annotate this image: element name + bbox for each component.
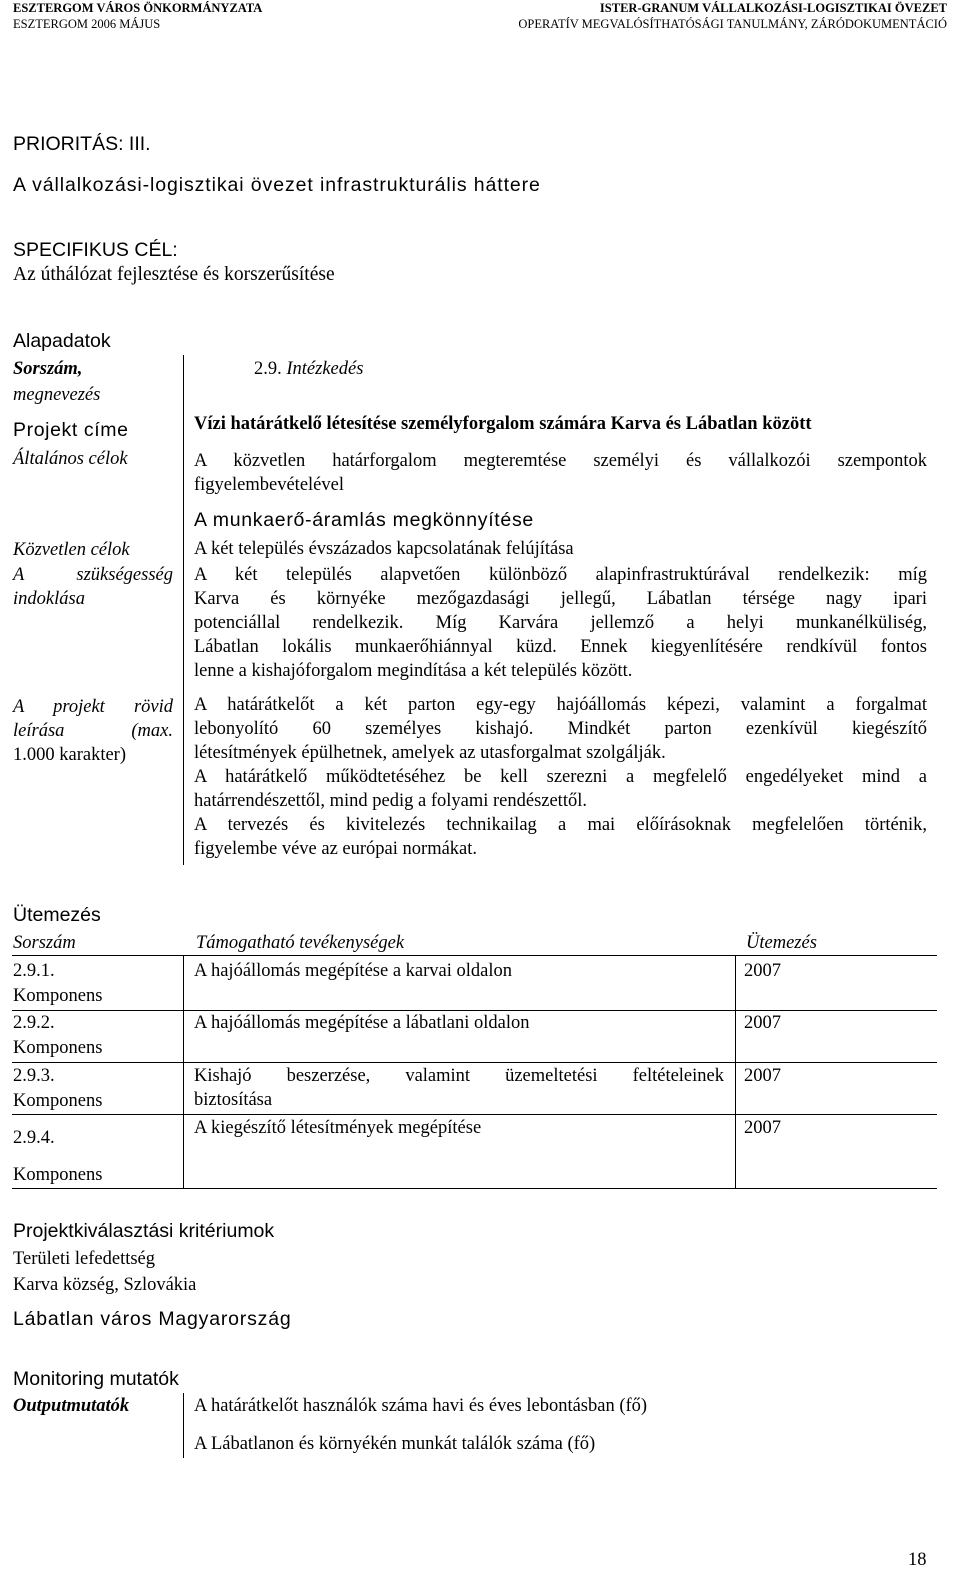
- schedule-row-year: 2007: [744, 1118, 781, 1138]
- schedule-row-num: 2.9.3.: [13, 1066, 55, 1086]
- basics-section-title: Alapadatok: [13, 330, 111, 352]
- label-rovid-line1: A projekt rövid: [13, 697, 173, 717]
- schedule-row-num: 2.9.4.: [13, 1128, 55, 1148]
- necessity-line: Lábatlan lokális munkaerőhiánnyal küzd. Ennek kiegyenlítésére rendkívül fontos: [194, 637, 927, 657]
- description-line: A tervezés és kivitelezés technikailag a mai előírásoknak megfelelően történik,: [194, 815, 927, 835]
- schedule-row-activity: A kiegészítő létesítmények megépítése: [194, 1118, 482, 1138]
- specific-goal-title: Az úthálózat fejlesztése és korszerűsítése: [13, 264, 335, 285]
- direct-goal: A két település évszázados kapcsolatának felújítása: [194, 539, 574, 559]
- description-line: létesítmények épülhetnek, amelyek az utasforgalmat szolgálják.: [194, 743, 666, 763]
- schedule-row-num: 2.9.1.: [13, 961, 55, 981]
- schedule-row-rule: [12, 1062, 937, 1063]
- project-title: Vízi határátkelő létesítése személyforgalom számára Karva és Lábatlan között: [194, 414, 812, 434]
- schedule-row-type: Komponens: [13, 1091, 103, 1111]
- schedule-divider-1: [183, 955, 184, 1188]
- priority-label: PRIORITÁS: III.: [13, 133, 151, 155]
- schedule-row-activity: A hajóállomás megépítése a lábatlani oldalon: [194, 1013, 530, 1033]
- schedule-row-activity: [194, 1064, 724, 1112]
- description-line: határrendészettől, mind pedig a folyami rendészettől.: [194, 791, 587, 811]
- label-szuksegesseg: [13, 563, 173, 611]
- header-left-line2: ESZTERGOM 2006 MÁJUS: [13, 17, 161, 31]
- criteria-line1: Területi lefedettség: [13, 1249, 156, 1269]
- schedule-bottom-rule: [12, 1188, 937, 1189]
- header-right-line2: OPERATÍV MEGVALÓSÍTHATÓSÁGI TANULMÁNY, ZÁRÓDOKUMENTÁCIÓ: [518, 17, 947, 31]
- basics-column-divider: [183, 355, 184, 865]
- necessity-text: [194, 563, 927, 683]
- monitoring-section-title: Monitoring mutatók: [13, 1368, 179, 1390]
- schedule-row-type: Komponens: [13, 1038, 103, 1058]
- description-text: [194, 693, 927, 861]
- priority-title: A vállalkozási-logisztikai övezet infrastrukturális háttere: [13, 174, 541, 196]
- schedule-row-type: Komponens: [13, 986, 103, 1006]
- general-goal: [194, 449, 927, 497]
- description-line: figyelembe véve az európai normákat.: [194, 839, 478, 859]
- page-header: [0, 0, 960, 35]
- schedule-row-type: Komponens: [13, 1165, 103, 1185]
- label-altalanos-celok: Általános célok: [13, 449, 128, 469]
- label-megnevezes: megnevezés: [13, 385, 101, 405]
- schedule-row-rule: [12, 1114, 937, 1115]
- header-right-line1: ISTER-GRANUM VÁLLALKOZÁSI-LOGISZTIKAI ÖVEZET: [599, 1, 947, 15]
- criteria-section-title: Projektkiválasztási kritériumok: [13, 1220, 275, 1242]
- general-goal-line1: A közvetlen határforgalom megteremtése személyi és vállalkozói szempontok: [194, 451, 927, 471]
- label-rovid-line3: 1.000 karakter): [13, 745, 127, 765]
- schedule-row-activity-line2: biztosítása: [194, 1090, 273, 1110]
- label-projekt-cime: Projekt címe: [13, 419, 129, 441]
- schedule-row-activity-line1: Kishajó beszerzése, valamint üzemeltetési feltételeinek: [194, 1066, 724, 1086]
- schedule-row-num: 2.9.2.: [13, 1013, 55, 1033]
- criteria-line2: Karva község, Szlovákia: [13, 1275, 197, 1295]
- measure-number: 2.9.: [254, 359, 282, 379]
- specific-goal-label: SPECIFIKUS CÉL:: [13, 239, 178, 261]
- schedule-col-sorszam: Sorszám: [13, 933, 76, 953]
- label-kozvetlen-celok: Közvetlen célok: [13, 540, 130, 560]
- label-sorszam: Sorszám,: [13, 359, 83, 379]
- schedule-row-activity: A hajóállomás megépítése a karvai oldalon: [194, 961, 512, 981]
- necessity-line: Karva és környéke mezőgazdasági jellegű, Lábatlan térsége nagy ipari: [194, 589, 927, 609]
- header-left-line1: ESZTERGOM VÁROS ÖNKORMÁNYZATA: [13, 1, 263, 15]
- schedule-section-title: Ütemezés: [13, 904, 101, 926]
- page-number: 18: [908, 1550, 927, 1570]
- description-line: A határátkelő működtetéséhez be kell szerezni a megfelelő engedélyeket mind a: [194, 767, 927, 787]
- necessity-line: A két település alapvetően különböző alapinfrastruktúrával rendelkezik: míg: [194, 565, 927, 585]
- necessity-line: potenciállal rendelkezik. Míg Karvára jellemző a helyi munkanélküliség,: [194, 613, 927, 633]
- schedule-col-tevekenysegek: Támogatható tevékenységek: [196, 933, 405, 953]
- schedule-row-year: 2007: [744, 1066, 781, 1086]
- schedule-header-rule: [12, 955, 937, 956]
- label-rovid-leiras: [13, 695, 173, 767]
- label-szuksegesseg-line2: indoklása: [13, 589, 85, 609]
- description-line: lebonyolító 60 személyes kishajó. Mindkét parton ezenkívül kiegészítő: [194, 719, 927, 739]
- necessity-line: lenne a kishajóforgalom megindítása a két település között.: [194, 661, 633, 681]
- label-szuksegesseg-line1: A szükségesség: [13, 565, 173, 585]
- schedule-divider-2: [735, 955, 736, 1188]
- schedule-col-utemezes: Ütemezés: [746, 933, 817, 953]
- monitoring-label: Outputmutatók: [13, 1396, 130, 1416]
- measure-label: Intézkedés: [286, 359, 364, 379]
- monitoring-divider: [183, 1393, 184, 1458]
- schedule-row-year: 2007: [744, 961, 781, 981]
- schedule-row-year: 2007: [744, 1013, 781, 1033]
- monitoring-indicator-1: A határátkelőt használók száma havi és éves lebontásban (fő): [194, 1396, 648, 1416]
- criteria-line3: Lábatlan város Magyarország: [13, 1308, 292, 1330]
- label-rovid-line2: leírása (max.: [13, 721, 173, 741]
- general-goal-line2: figyelembevételével: [194, 475, 344, 495]
- monitoring-indicator-2: A Lábatlanon és környékén munkát találók száma (fő): [194, 1434, 596, 1454]
- general-goal-extra: A munkaerő-áramlás megkönnyítése: [194, 509, 534, 531]
- description-line: A határátkelőt a két parton egy-egy hajóállomás képezi, valamint a forgalmat: [194, 695, 927, 715]
- measure-heading: [254, 357, 363, 381]
